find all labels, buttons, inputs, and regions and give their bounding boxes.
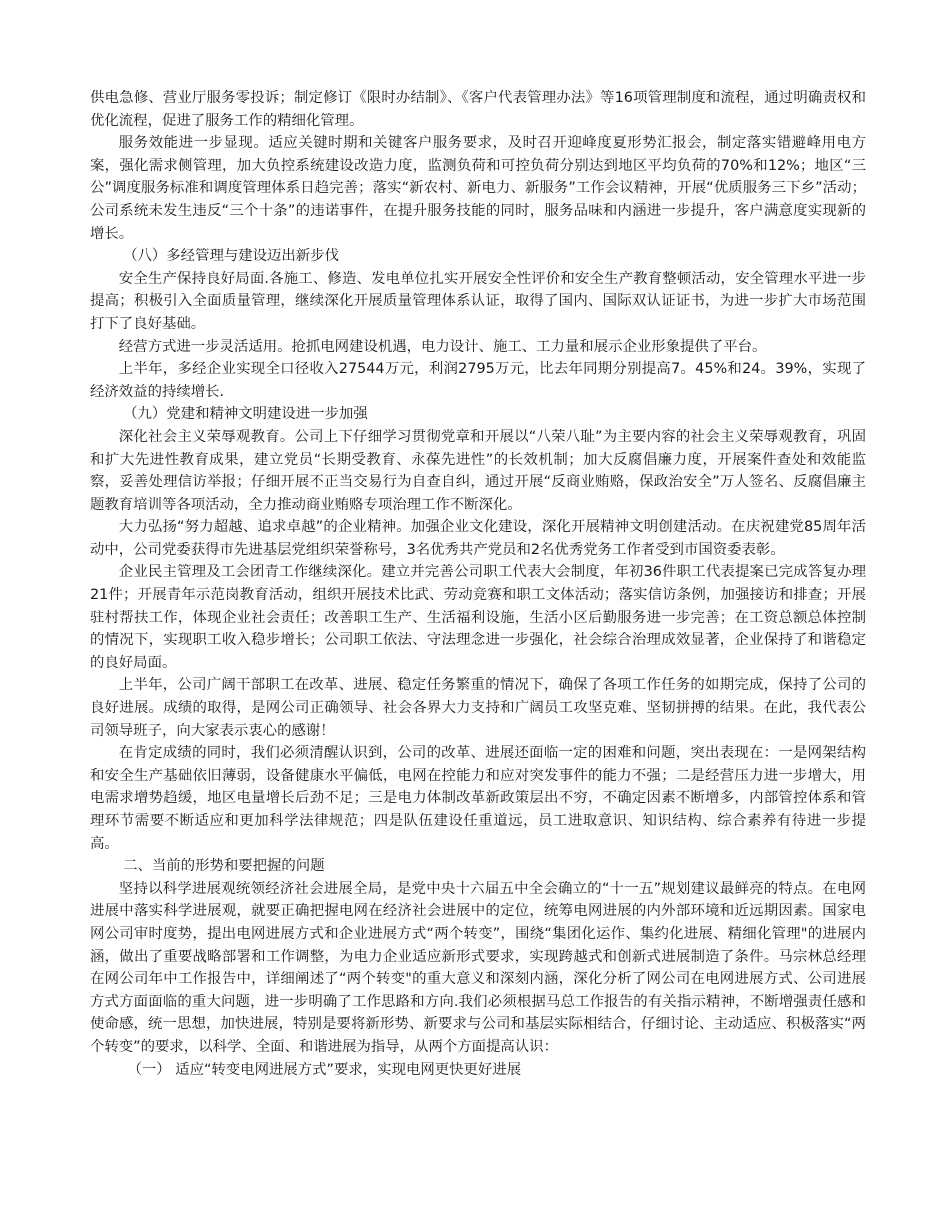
section-heading-8: （八）多经管理与建设迈出新步伐	[123, 248, 339, 265]
paragraph-enterprise-spirit: 大力弘扬“努力超越、追求卓越”的企业精神。加强企业文化建设，深化开展精神文明创建活动。在庆祝建党85周年活动中，公司党委获得市先进基层党组织荣誉称号，3名优秀共产党员和2名优秀党务工作者受到市国资委表彰。	[90, 519, 866, 558]
document-body	[90, 87, 866, 1081]
section-heading-2: 二、当前的形势和要把握的问题	[123, 858, 325, 875]
paragraph-problems: 在肯定成绩的同时，我们必须清醒认识到，公司的改革、进展还面临一定的困难和问题，突出表现在：一是网架结构和安全生产基础依旧薄弱，设备健康水平偏低，电网在控能力和应对突发事件的能力不强；二是经营压力进一步增大，用电需求增势趋缓，地区电量增长后劲不足；三是电力体制改革新政策层出不穷，不确定因素不断增多，内部管控体系和管理环节需要不断适应和更加科学法律规范；四是队伍建设任重道远，员工进取意识、知识结构、综合素养有待进一步提高。	[90, 745, 866, 852]
paragraph-half-year-summary: 上半年，公司广阔干部职工在改革、进展、稳定任务繁重的情况下，确保了各项工作任务的如期完成，保持了公司的良好进展。成绩的取得，是网公司正确领导、社会各界大力支持和广阔员工攻坚克难、坚韧拼搏的结果。在此，我代表公司领导班子，向大家表示衷心的感谢！	[90, 677, 866, 739]
section-heading-9: （九）党建和精神文明建设进一步加强	[123, 406, 368, 423]
subsection-heading-1: （一） 适应“转变电网进展方式”要求，实现电网更快更好进展	[127, 1061, 522, 1078]
paragraph-service-efficiency: 服务效能进一步显现。适应关键时期和关键客户服务要求，及时召开迎峰度夏形势汇报会，制定落实错避峰用电方案，强化需求侧管理，加大负控系统建设改造力度，监测负荷和可控负荷分别达到地区平均负荷的70%和12%；地区“三公”调度服务标准和调度管理体系日趋完善；落实“新农村、新电力、新服务”工作会议精神，开展“优质服务三下乡”活动；公司系统未发生违反“三个十条”的违诺事件，在提升服务技能的同时，服务品味和内涵进一步提升，客户满意度实现新的增长。	[90, 135, 866, 242]
paragraph-half-year-revenue: 上半年，多经企业实现全口径收入27544万元，利润2795万元，比去年同期分别提高7。45%和24。39%，实现了经济效益的持续增长.	[90, 361, 866, 400]
paragraph-democratic-management: 企业民主管理及工会团青工作继续深化。建立并完善公司职工代表大会制度，年初36件职工代表提案已完成答复办理21件；开展青年示范岗教育活动，组织开展技术比武、劳动竞赛和职工文体活动；落实信访条例，加强接访和排查；开展驻村帮扶工作，体现企业社会责任；改善职工生产、生活福利设施，生活小区后勤服务进一步完善；在工资总额总体控制的情况下，实现职工收入稳步增长；公司职工依法、守法理念进一步强化，社会综合治理成效显著，企业保持了和谐稳定的良好局面。	[90, 564, 866, 671]
paragraph-continuation: 供电急修、营业厅服务零投诉；制定修订《限时办结制》、《客户代表管理办法》等16项管理制度和流程，通过明确责权和优化流程，促进了服务工作的精细化管理。	[90, 90, 866, 129]
paragraph-scientific-development: 坚持以科学进展观统领经济社会进展全局，是党中央十六届五中全会确立的“十一五”规划建议最鲜亮的特点。在电网进展中落实科学进展观，就要正确把握电网在经济社会进展中的定位，统筹电网进展的内外部环境和近远期因素。国家电网公司审时度势，提出电网进展方式和企业进展方式“两个转变”，围绕“集团化运作、集约化进展、精细化管理"的进展内涵，做出了重要战略部署和工作调整，为电力企业适应新形式要求，实现跨越式和创新式进展制造了条件。马宗林总经理在网公司年中工作报告中，详细阐述了“两个转变"的重大意义和深刻内涵，深化分析了网公司在电网进展方式、公司进展方式方面面临的重大问题，进一步明确了工作思路和方向.我们必须根据马总工作报告的有关指示精神，不断增强责任感和使命感，统一思想，加快进展，特别是要将新形势、新要求与公司和基层实际相结合，仔细讨论、主动适应、积极落实“两个转变”的要求，以科学、全面、和谐进展为指导，从两个方面提高认识：	[90, 880, 866, 1055]
paragraph-safety-production: 安全生产保持良好局面.各施工、修造、发电单位扎实开展安全性评价和安全生产教育整顿活动，安全管理水平进一步提高；积极引入全面质量管理，继续深化开展质量管理体系认证，取得了国内、国际双认证证书，为进一步扩大市场范围打下了良好基础。	[90, 270, 866, 332]
paragraph-honor-education: 深化社会主义荣辱观教育。公司上下仔细学习贯彻党章和开展以“八荣八耻”为主要内容的社会主义荣辱观教育，巩固和扩大先进性教育成果，建立党员“长期受教育、永葆先进性”的长效机制；加大反腐倡廉力度，开展案件查处和效能监察，妥善处理信访举报；仔细开展不正当交易行为自查自纠，通过开展“反商业贿赂，保政治安全”万人签名、反腐倡廉主题教育培训等各项活动，全力推动商业贿赂专项治理工作不断深化。	[90, 428, 866, 513]
paragraph-business-mode: 经营方式进一步灵活适用。抢抓电网建设机遇，电力设计、施工、工力量和展示企业形象提供了平台。	[118, 338, 767, 355]
